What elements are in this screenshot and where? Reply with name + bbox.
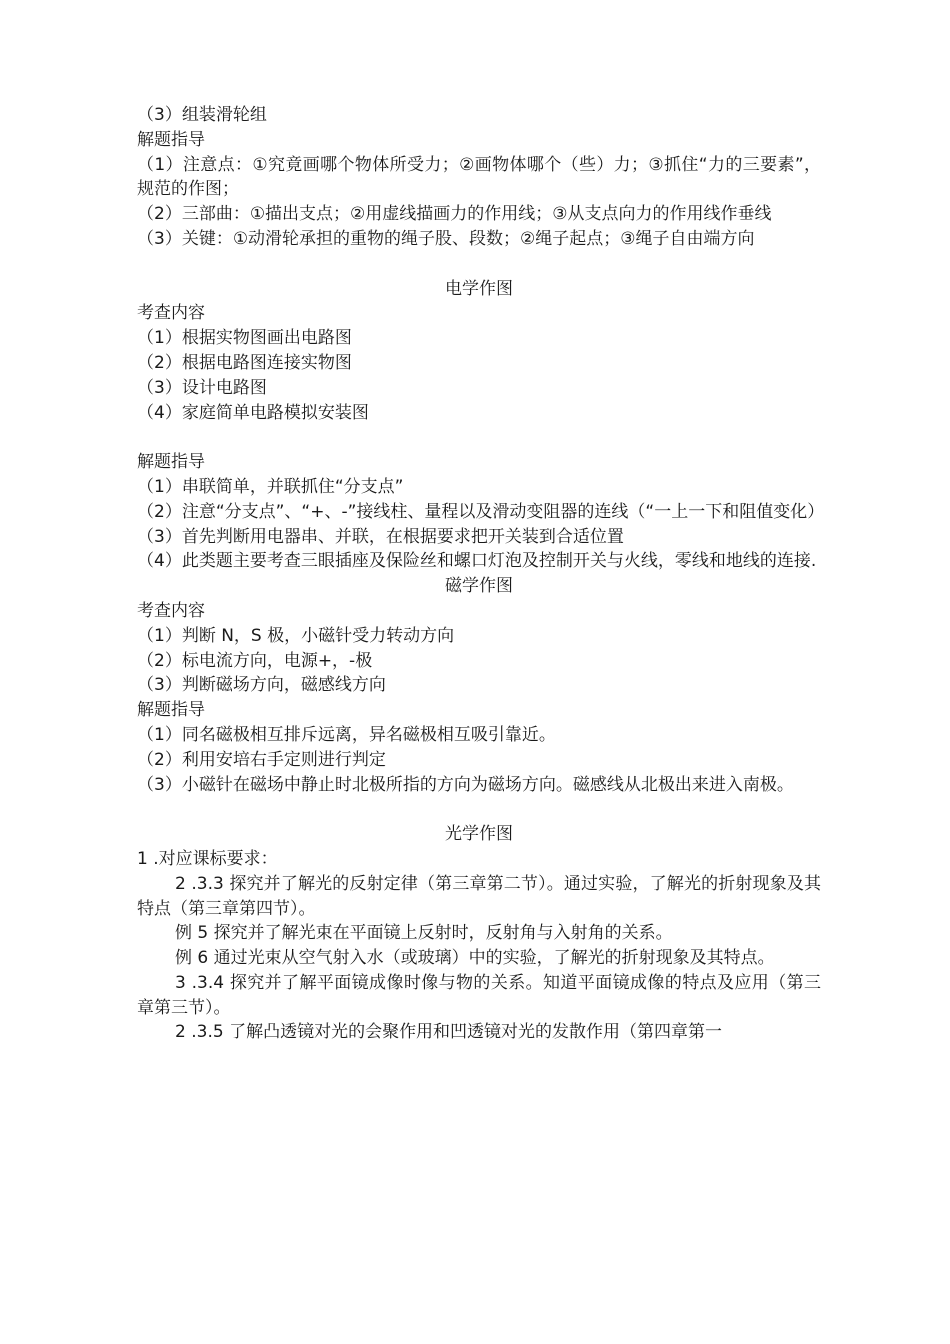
optics-title: 光学作图 <box>445 824 513 845</box>
magnetic-guide-1: （1）同名磁极相互排斥远离，异名磁极相互吸引靠近。 <box>137 724 556 745</box>
electric-guide-2: （2）注意“分支点”、“+、-”接线柱、量程以及滑动变阻器的连线（“一上一下和阻值变化） <box>137 501 825 522</box>
magnetic-guide-heading: 解题指导 <box>137 700 205 721</box>
electric-content-2: （2）根据电路图连接实物图 <box>137 352 352 373</box>
magnetic-content-2: （2）标电流方向，电源+，-极 <box>137 650 373 671</box>
magnetic-guide-3: （3）小磁针在磁场中静止时北极所指的方向为磁场方向。磁感线从北极出来进入南极。 <box>137 774 794 795</box>
document-page <box>137 103 825 1045</box>
electric-guide-4: （4）此类题主要考查三眼插座及保险丝和螺口灯泡及控制开关与火线，零线和地线的连接. <box>137 551 817 572</box>
optics-requirement-heading: 1 .对应课标要求： <box>137 848 278 869</box>
mechanics-item-3: （3）组装滑轮组 <box>137 105 267 125</box>
electric-title: 电学作图 <box>445 278 513 299</box>
spacer <box>137 425 821 450</box>
electric-content-1: （1）根据实物图画出电路图 <box>137 328 352 349</box>
mechanics-guide-3: （3）关键：①动滑轮承担的重物的绳子股、段数；②绳子起点；③绳子自由端方向 <box>137 228 755 249</box>
electric-content-3: （3）设计电路图 <box>137 377 267 398</box>
optics-item-1: 2 .3.3 探究并了解光的反射定律（第三章第二节）。通过实验，了解光的折射现象及其特点（第三章第四节）。 <box>137 873 821 919</box>
magnetic-content-3: （3）判断磁场方向，磁感线方向 <box>137 675 386 696</box>
electric-guide-heading: 解题指导 <box>137 452 205 473</box>
magnetic-title: 磁学作图 <box>445 576 513 597</box>
electric-guide-1: （1）串联简单，并联抓住“分支点” <box>137 476 404 497</box>
optics-item-2: 3 .3.4 探究并了解平面镜成像时像与物的关系。知道平面镜成像的特点及应用（第三章第三节）。 <box>137 972 821 1018</box>
mechanics-guide-heading: 解题指导 <box>137 129 205 150</box>
optics-item-3: 2 .3.5 了解凸透镜对光的会聚作用和凹透镜对光的发散作用（第四章第一 <box>175 1022 723 1043</box>
magnetic-guide-2: （2）利用安培右手定则进行判定 <box>137 749 386 770</box>
spacer <box>137 797 821 822</box>
electric-content-4: （4）家庭简单电路模拟安装图 <box>137 402 369 423</box>
optics-example-5: 例 5 探究并了解光束在平面镜上反射时，反射角与入射角的关系。 <box>175 923 673 944</box>
magnetic-content-heading: 考查内容 <box>137 600 205 621</box>
magnetic-content-1: （1）判断 N，S 极，小磁针受力转动方向 <box>137 625 455 646</box>
electric-guide-3: （3）首先判断用电器串、并联，在根据要求把开关装到合适位置 <box>137 526 624 547</box>
mechanics-guide-2: （2）三部曲：①描出支点；②用虚线描画力的作用线；③从支点向力的作用线作垂线 <box>137 204 772 225</box>
optics-example-6: 例 6 通过光束从空气射入水（或玻璃）中的实验，了解光的折射现象及其特点。 <box>175 948 775 969</box>
spacer <box>137 252 821 277</box>
electric-content-heading: 考查内容 <box>137 303 205 324</box>
mechanics-guide-1: （1）注意点：①究竟画哪个物体所受力；②画物体哪个（些）力；③抓住“力的三要素”，规范的作图； <box>137 154 821 200</box>
